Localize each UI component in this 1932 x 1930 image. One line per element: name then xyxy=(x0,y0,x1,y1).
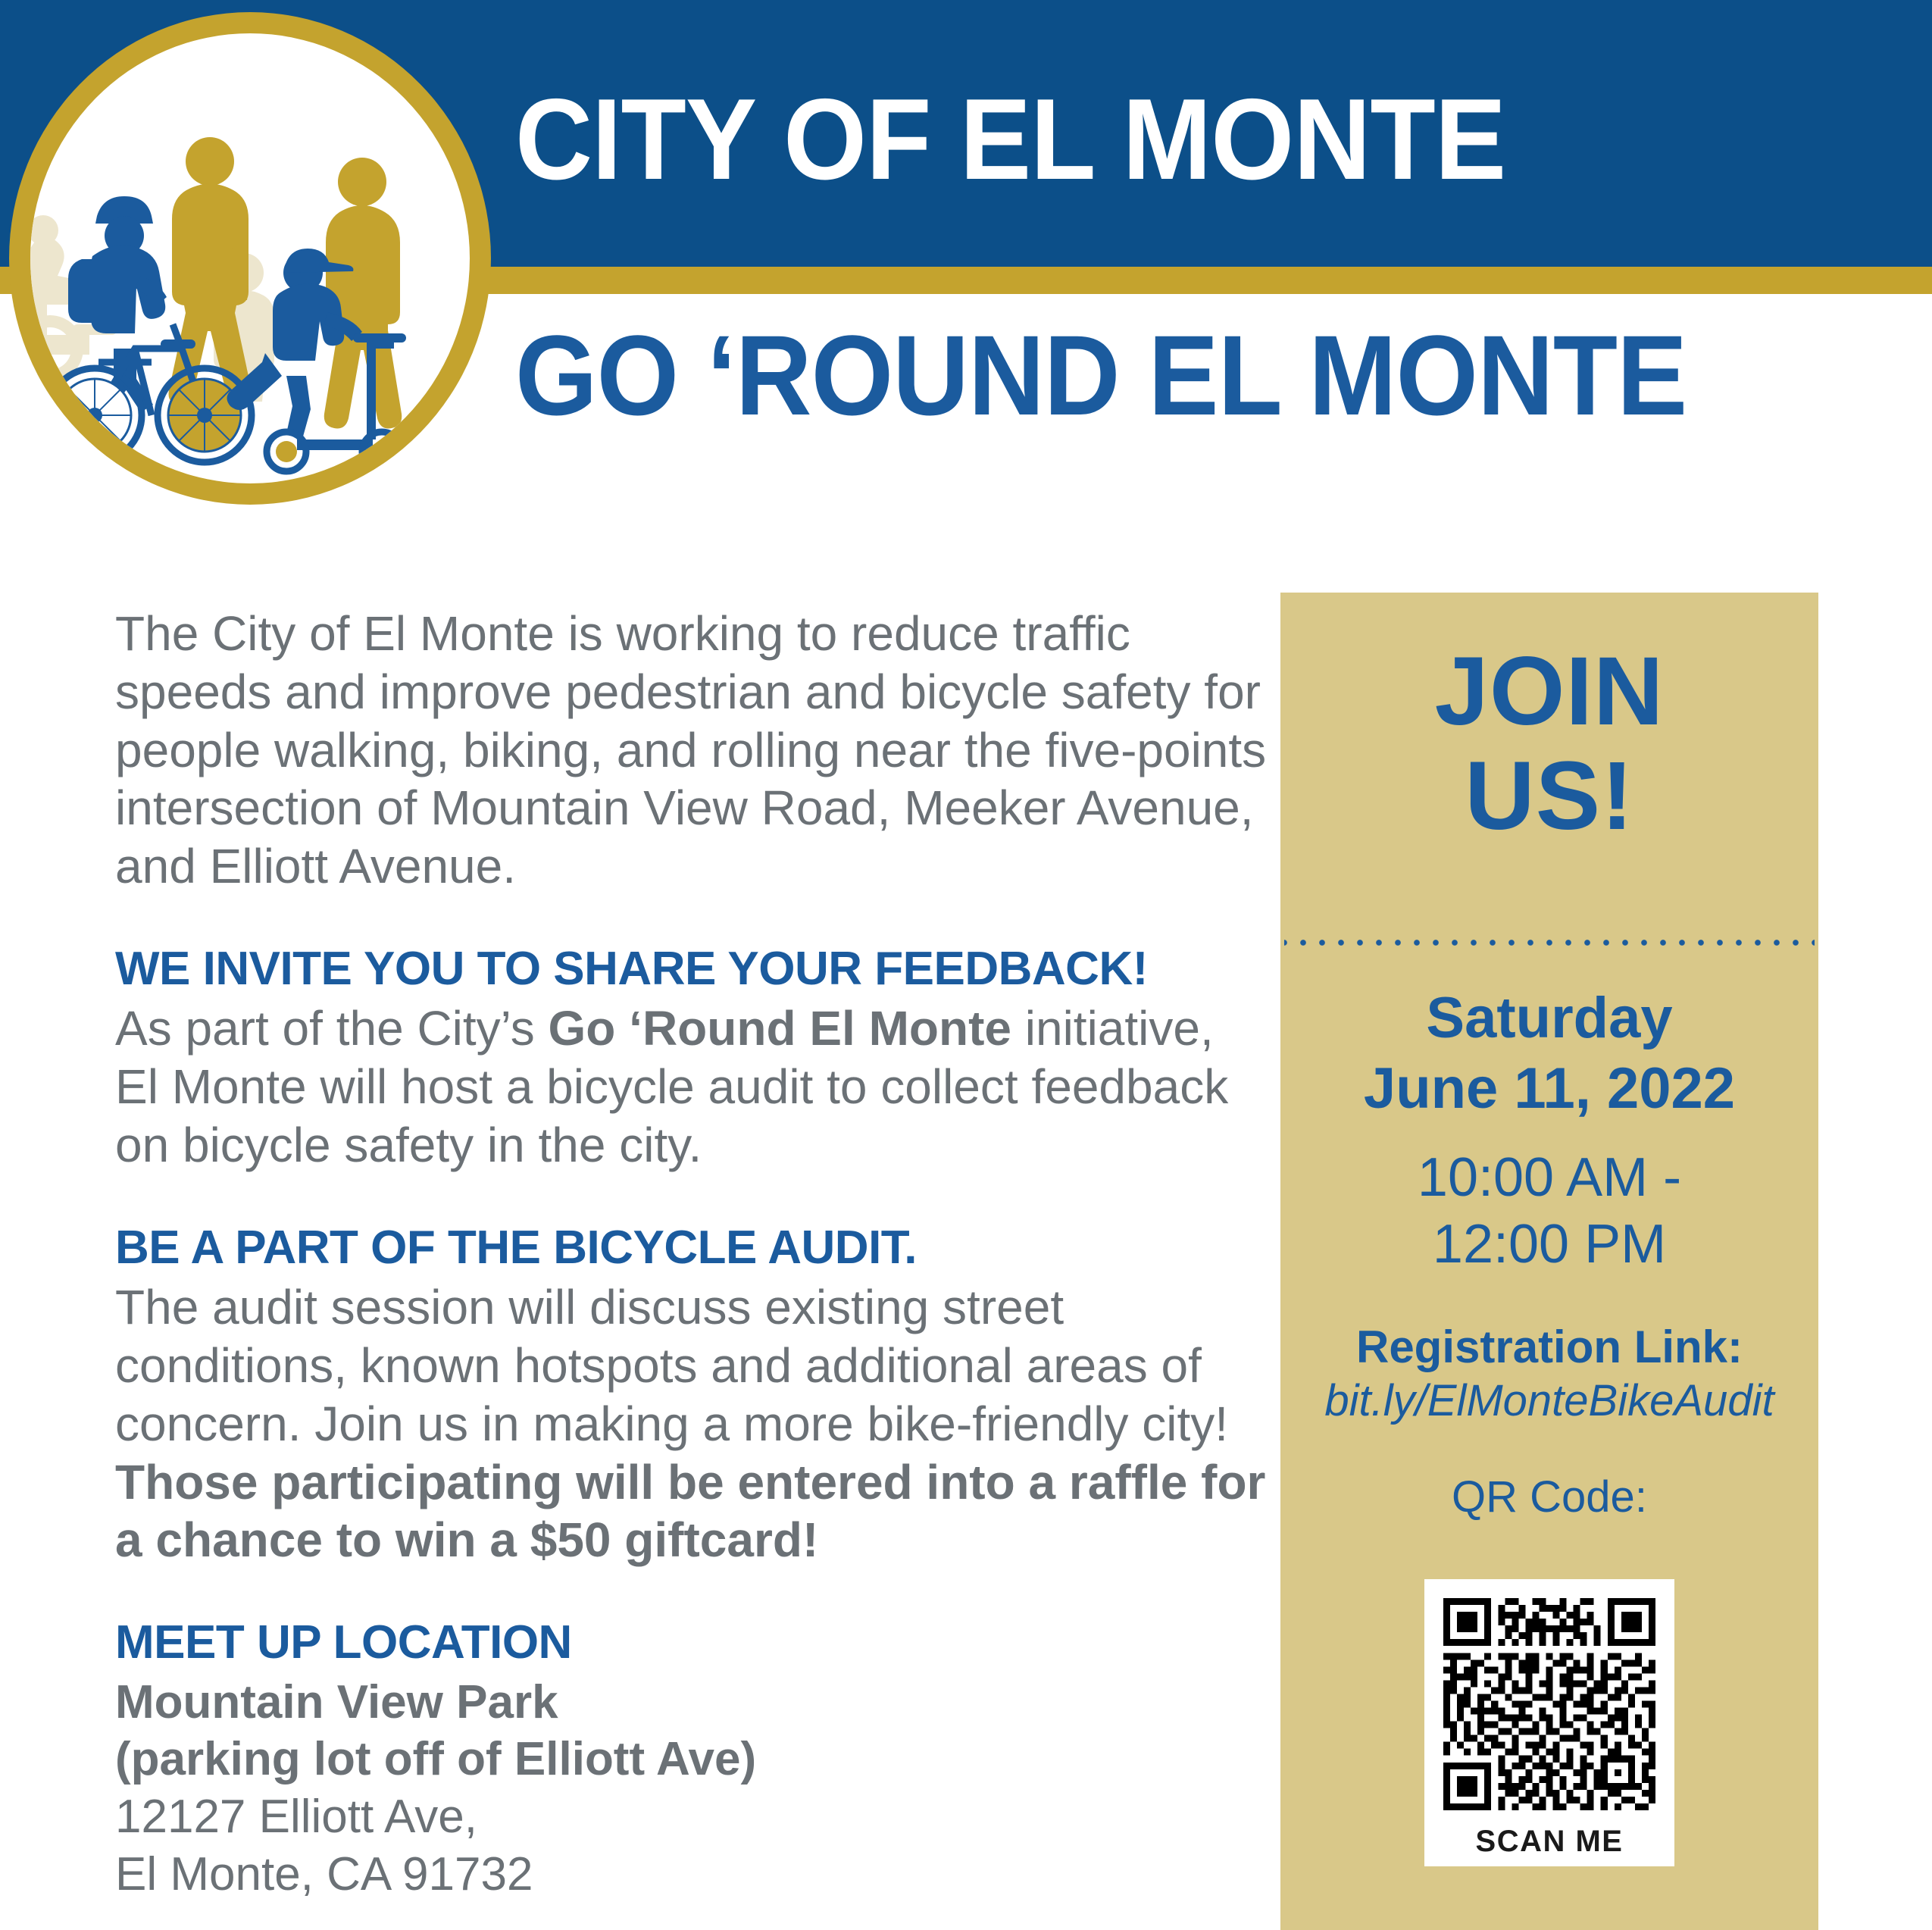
join-line-1: JOIN xyxy=(1434,637,1665,746)
city-logo xyxy=(0,6,500,511)
event-time-end: 12:00 PM xyxy=(1432,1214,1667,1275)
qr-code-icon[interactable] xyxy=(1436,1591,1662,1817)
page-subtitle: GO ‘ROUND EL MONTE xyxy=(515,311,1687,439)
registration-label: Registration Link: xyxy=(1355,1322,1743,1373)
feedback-text-part2: initiative, El Monte will host a bicycle audit to collect feedback on bicycle safety in the city. xyxy=(115,1001,1229,1173)
audit-text: The audit session will discuss existing street conditions, known hotspots and additional areas of concern. Join us in making a more bike-friendly city! xyxy=(115,1280,1229,1451)
raffle-text: Those participating will be entered into a raffle for a chance to win a $50 giftcard! xyxy=(115,1454,1266,1568)
feedback-heading: WE INVITE YOU TO SHARE YOUR FEEDBACK! xyxy=(115,942,1148,995)
event-details xyxy=(1280,984,1818,1524)
initiative-name: Go ‘Round El Monte xyxy=(548,1001,1011,1056)
join-us-callout xyxy=(1280,637,1818,851)
feedback-text-part1: As part of the City’s xyxy=(115,1001,549,1056)
location-detail: (parking lot off of Elliott Ave) xyxy=(115,1733,757,1786)
flyer-body-column xyxy=(115,605,1267,1903)
spacer xyxy=(115,1175,1267,1221)
location-street: 12127 Elliott Ave, xyxy=(115,1790,477,1843)
feedback-paragraph xyxy=(115,999,1267,1174)
location-city: El Monte, CA 91732 xyxy=(115,1847,533,1900)
join-line-2: US! xyxy=(1465,742,1634,851)
event-time-start: 10:00 AM - xyxy=(1417,1147,1682,1209)
event-date: June 11, 2022 xyxy=(1363,1056,1736,1121)
intro-paragraph: The City of El Monte is working to reduce traffic speeds and improve pedestrian and bicycle safety for people walking, biking, and rolling near the five-points intersection of Mountain View Road, Meeker Avenue, and Elliott Avenue. xyxy=(115,606,1267,894)
registration-link[interactable]: bit.ly/ElMonteBikeAudit xyxy=(1324,1375,1774,1425)
spacer xyxy=(115,896,1267,943)
page-title: CITY OF EL MONTE xyxy=(515,75,1506,204)
audit-paragraph xyxy=(115,1278,1267,1569)
qr-code-label: QR Code: xyxy=(1452,1472,1647,1522)
location-name: Mountain View Park xyxy=(115,1675,558,1728)
scan-me-label: SCAN ME xyxy=(1475,1825,1624,1858)
dotted-divider xyxy=(1284,937,1815,948)
location-heading: MEET UP LOCATION xyxy=(115,1616,572,1669)
event-info-panel xyxy=(1280,593,1818,1930)
event-day: Saturday xyxy=(1426,986,1673,1050)
audit-heading: BE A PART OF THE BICYCLE AUDIT. xyxy=(115,1221,918,1274)
event-time xyxy=(1280,1145,1818,1278)
qr-code-card[interactable] xyxy=(1424,1579,1674,1866)
spacer xyxy=(115,1569,1267,1616)
